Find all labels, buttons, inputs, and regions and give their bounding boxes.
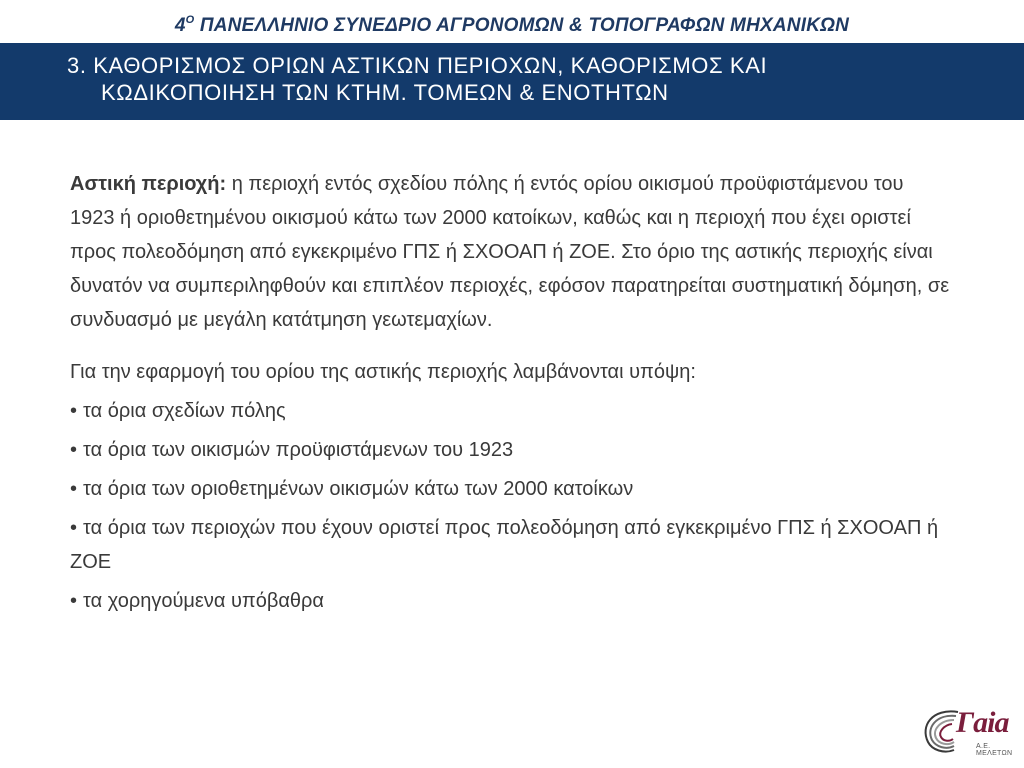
bullet-icon: • bbox=[70, 478, 78, 500]
bullet-icon: • bbox=[70, 590, 78, 612]
bullet-item bbox=[70, 511, 950, 579]
logo-subtitle: Α.Ε. ΜΕΛΕΤΩΝ bbox=[976, 743, 1013, 757]
definition-text: η περιοχή εντός σχεδίου πόλης ή εντός ορίου οικισμού προϋφιστάμενου του 1923 ή οριοθετημένου οικισμού κάτω των 2000 κατοίκων, καθώς και η περιοχή που έχει οριστεί προς πολεοδόμηση από εγκεκριμένο ΓΠΣ ή ΣΧΟΟΑΠ ή ΖΟΕ. Στο όριο της αστικής περιοχής είναι δυνατόν να συμπεριληφθούν και επιπλέον περιοχές, εφόσον παρατηρείται συστηματική δόμηση, σε συνδυασμό με μεγάλη κατάτμηση γεωτεμαχίων. bbox=[70, 173, 950, 331]
bullet-item bbox=[70, 433, 950, 467]
slide-title-line-1: 3. ΚΑΘΟΡΙΣΜΟΣ ΟΡΙΩΝ ΑΣΤΙΚΩΝ ΠΕΡΙΟΧΩΝ, ΚΑΘΟΡΙΣΜΟΣ ΚΑΙ bbox=[67, 53, 768, 78]
bullet-item bbox=[70, 472, 950, 506]
bullet-icon: • bbox=[70, 439, 78, 461]
logo-word: Γaia bbox=[956, 706, 1009, 739]
bullet-list bbox=[70, 394, 950, 618]
slide-title bbox=[67, 52, 987, 106]
bullet-text: τα όρια των οριοθετημένων οικισμών κάτω των 2000 κατοίκων bbox=[83, 478, 634, 500]
bullet-item bbox=[70, 584, 950, 618]
definition-paragraph bbox=[70, 167, 950, 337]
conference-ordinal: Ο bbox=[185, 14, 195, 26]
bullet-item bbox=[70, 394, 950, 428]
intro-text: Για την εφαρμογή του ορίου της αστικής περιοχής λαμβάνονται υπόψη: bbox=[70, 361, 696, 383]
bullet-icon: • bbox=[70, 400, 78, 422]
bullet-text: τα όρια των περιοχών που έχουν οριστεί προς πολεοδόμηση από εγκεκριμένο ΓΠΣ ή ΣΧΟΟΑΠ ή ΖΟΕ bbox=[70, 517, 939, 573]
gaia-logo bbox=[918, 704, 1018, 760]
conference-title bbox=[0, 14, 1024, 37]
bullet-icon: • bbox=[70, 517, 78, 539]
definition-term: Αστική περιοχή: bbox=[70, 173, 227, 195]
bullet-text: τα χορηγούμενα υπόβαθρα bbox=[83, 590, 324, 612]
conference-name: ΠΑΝΕΛΛΗΝΙΟ ΣΥΝΕΔΡΙΟ ΑΓΡΟΝΟΜΩΝ & ΤΟΠΟΓΡΑΦΩΝ ΜΗΧΑΝΙΚΩΝ bbox=[194, 15, 850, 36]
title-bar bbox=[0, 43, 1024, 120]
conference-number: 4 bbox=[174, 15, 186, 36]
slide-body bbox=[70, 167, 950, 618]
bullet-text: τα όρια των οικισμών προϋφιστάμενων του 1923 bbox=[83, 439, 514, 461]
slide-title-line-2: ΚΩΔΙΚΟΠΟΙΗΣΗ ΤΩΝ ΚΤΗΜ. ΤΟΜΕΩΝ & ΕΝΟΤΗΤΩΝ bbox=[101, 80, 669, 105]
bullet-text: τα όρια σχεδίων πόλης bbox=[83, 400, 286, 422]
